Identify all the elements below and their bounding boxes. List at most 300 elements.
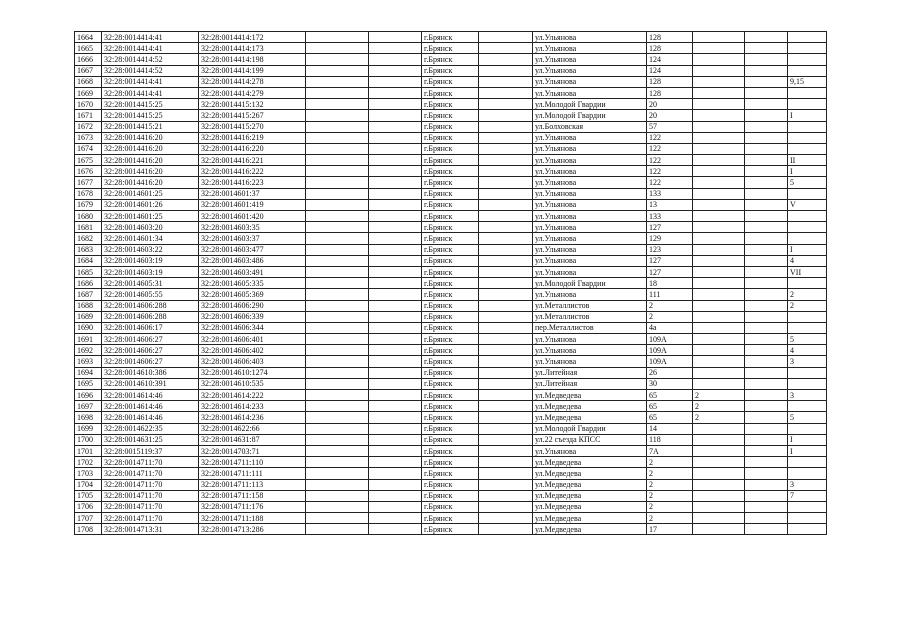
table-row bbox=[75, 143, 827, 154]
cell-building-number bbox=[693, 222, 745, 233]
cell-empty-column-1 bbox=[306, 121, 369, 132]
table-row bbox=[75, 155, 827, 166]
cell-parent-cadastral-number: 32:28:0014711:70 bbox=[102, 468, 199, 479]
cell-city: г.Брянск bbox=[422, 43, 479, 54]
cell-empty-column-2 bbox=[369, 390, 422, 401]
cell-street: ул.Ульянова bbox=[533, 222, 647, 233]
cell-building-number bbox=[693, 334, 745, 345]
table-row bbox=[75, 244, 827, 255]
cell-apartment-number bbox=[788, 65, 827, 76]
cell-empty-column-3 bbox=[479, 300, 533, 311]
cell-apartment-number: 2 bbox=[788, 300, 827, 311]
cell-street: ул.Ульянова bbox=[533, 445, 647, 456]
cell-apartment-number bbox=[788, 32, 827, 43]
cell-apartment-number: 7 bbox=[788, 490, 827, 501]
cell-apartment-number bbox=[788, 278, 827, 289]
cell-empty-column-3 bbox=[479, 65, 533, 76]
cell-apartment-number: I bbox=[788, 110, 827, 121]
cell-building-number bbox=[693, 367, 745, 378]
cell-apartment-number: I bbox=[788, 434, 827, 445]
cell-cadastral-number: 32:28:0014605:369 bbox=[199, 289, 306, 300]
cell-cadastral-number: 32:28:0014606:402 bbox=[199, 345, 306, 356]
cell-city: г.Брянск bbox=[422, 356, 479, 367]
cell-empty-column-3 bbox=[479, 390, 533, 401]
cell-cadastral-number: 32:28:0014603:486 bbox=[199, 255, 306, 266]
cell-empty-column-3 bbox=[479, 266, 533, 277]
cell-cadastral-number: 32:28:0014603:477 bbox=[199, 244, 306, 255]
cell-parent-cadastral-number: 32:28:0014610:391 bbox=[102, 378, 199, 389]
cell-parent-cadastral-number: 32:28:0014606:288 bbox=[102, 300, 199, 311]
cell-empty-column-2 bbox=[369, 479, 422, 490]
cell-row-number: 1690 bbox=[75, 322, 102, 333]
cell-cadastral-number: 32:28:0014711:111 bbox=[199, 468, 306, 479]
cell-street: ул.Медведева bbox=[533, 524, 647, 535]
cell-cadastral-number: 32:28:0014703:71 bbox=[199, 445, 306, 456]
cell-empty-column-3 bbox=[479, 490, 533, 501]
cell-cadastral-number: 32:28:0014415:270 bbox=[199, 121, 306, 132]
cell-city: г.Брянск bbox=[422, 76, 479, 87]
cell-cadastral-number: 32:28:0014605:335 bbox=[199, 278, 306, 289]
cell-building-number bbox=[693, 132, 745, 143]
cell-house-number: 2 bbox=[647, 479, 693, 490]
cell-parent-cadastral-number: 32:28:0015119:37 bbox=[102, 445, 199, 456]
table-row bbox=[75, 412, 827, 423]
cell-street: ул.Ульянова bbox=[533, 356, 647, 367]
cell-street: ул.Ульянова bbox=[533, 166, 647, 177]
cell-house-number: 2 bbox=[647, 468, 693, 479]
cell-empty-column-1 bbox=[306, 289, 369, 300]
cell-empty-column-2 bbox=[369, 121, 422, 132]
cell-empty-column-1 bbox=[306, 490, 369, 501]
cell-cadastral-number: 32:28:0014610:1274 bbox=[199, 367, 306, 378]
cell-building-number: 2 bbox=[693, 401, 745, 412]
cell-building-number bbox=[693, 479, 745, 490]
cell-building-number bbox=[693, 501, 745, 512]
cell-building-number bbox=[693, 87, 745, 98]
cell-empty-column-4 bbox=[745, 211, 788, 222]
cell-house-number: 122 bbox=[647, 166, 693, 177]
cell-parent-cadastral-number: 32:28:0014606:27 bbox=[102, 345, 199, 356]
cell-parent-cadastral-number: 32:28:0014631:25 bbox=[102, 434, 199, 445]
cell-row-number: 1673 bbox=[75, 132, 102, 143]
cell-row-number: 1705 bbox=[75, 490, 102, 501]
cell-city: г.Брянск bbox=[422, 177, 479, 188]
cell-street: ул.Литейная bbox=[533, 378, 647, 389]
cell-parent-cadastral-number: 32:28:0014416:20 bbox=[102, 143, 199, 154]
cell-house-number: 30 bbox=[647, 378, 693, 389]
cell-apartment-number: 5 bbox=[788, 334, 827, 345]
cell-building-number bbox=[693, 378, 745, 389]
cell-empty-column-4 bbox=[745, 501, 788, 512]
cell-empty-column-2 bbox=[369, 255, 422, 266]
cell-row-number: 1666 bbox=[75, 54, 102, 65]
table-row bbox=[75, 501, 827, 512]
cell-building-number bbox=[693, 445, 745, 456]
cell-parent-cadastral-number: 32:28:0014601:26 bbox=[102, 199, 199, 210]
cell-empty-column-3 bbox=[479, 76, 533, 87]
cell-cadastral-number: 32:28:0014416:221 bbox=[199, 155, 306, 166]
cell-house-number: 122 bbox=[647, 143, 693, 154]
cell-row-number: 1688 bbox=[75, 300, 102, 311]
cell-street: ул.Болховская bbox=[533, 121, 647, 132]
cell-apartment-number: I bbox=[788, 445, 827, 456]
cell-apartment-number: 2 bbox=[788, 289, 827, 300]
cell-street: ул.Ульянова bbox=[533, 266, 647, 277]
cell-parent-cadastral-number: 32:28:0014614:46 bbox=[102, 412, 199, 423]
cell-empty-column-3 bbox=[479, 345, 533, 356]
cell-cadastral-number: 32:28:0014622:66 bbox=[199, 423, 306, 434]
cell-street: ул.Ульянова bbox=[533, 32, 647, 43]
table-row bbox=[75, 289, 827, 300]
cell-row-number: 1708 bbox=[75, 524, 102, 535]
cell-building-number bbox=[693, 155, 745, 166]
cell-empty-column-4 bbox=[745, 356, 788, 367]
cell-city: г.Брянск bbox=[422, 334, 479, 345]
cell-street: пер.Металлистов bbox=[533, 322, 647, 333]
cell-building-number bbox=[693, 211, 745, 222]
cell-street: ул.Ульянова bbox=[533, 345, 647, 356]
cell-street: ул.Ульянова bbox=[533, 188, 647, 199]
cell-building-number bbox=[693, 266, 745, 277]
cell-empty-column-1 bbox=[306, 99, 369, 110]
cell-empty-column-2 bbox=[369, 177, 422, 188]
cell-empty-column-3 bbox=[479, 177, 533, 188]
cell-empty-column-2 bbox=[369, 188, 422, 199]
cell-cadastral-number: 32:28:0014601:419 bbox=[199, 199, 306, 210]
table-row bbox=[75, 445, 827, 456]
cell-apartment-number bbox=[788, 513, 827, 524]
table-row bbox=[75, 334, 827, 345]
cell-empty-column-2 bbox=[369, 166, 422, 177]
cell-empty-column-3 bbox=[479, 334, 533, 345]
cell-parent-cadastral-number: 32:28:0014416:20 bbox=[102, 177, 199, 188]
cell-street: ул.Ульянова bbox=[533, 177, 647, 188]
cell-empty-column-3 bbox=[479, 479, 533, 490]
cell-empty-column-3 bbox=[479, 356, 533, 367]
table-row bbox=[75, 76, 827, 87]
cell-street: ул.Молодой Гвардии bbox=[533, 110, 647, 121]
cell-city: г.Брянск bbox=[422, 289, 479, 300]
cell-city: г.Брянск bbox=[422, 524, 479, 535]
cell-city: г.Брянск bbox=[422, 434, 479, 445]
table-row bbox=[75, 99, 827, 110]
cell-empty-column-2 bbox=[369, 434, 422, 445]
cell-city: г.Брянск bbox=[422, 378, 479, 389]
cell-empty-column-1 bbox=[306, 54, 369, 65]
cell-house-number: 65 bbox=[647, 390, 693, 401]
cell-street: ул.Медведева bbox=[533, 501, 647, 512]
cell-building-number: 2 bbox=[693, 390, 745, 401]
cell-empty-column-2 bbox=[369, 32, 422, 43]
cell-cadastral-number: 32:28:0014631:87 bbox=[199, 434, 306, 445]
table-row bbox=[75, 490, 827, 501]
cell-parent-cadastral-number: 32:28:0014605:31 bbox=[102, 278, 199, 289]
cell-building-number bbox=[693, 188, 745, 199]
cell-empty-column-4 bbox=[745, 434, 788, 445]
cell-empty-column-1 bbox=[306, 445, 369, 456]
cell-empty-column-4 bbox=[745, 32, 788, 43]
cell-empty-column-3 bbox=[479, 322, 533, 333]
cell-parent-cadastral-number: 32:28:0014416:20 bbox=[102, 132, 199, 143]
cell-empty-column-4 bbox=[745, 468, 788, 479]
cell-empty-column-4 bbox=[745, 255, 788, 266]
cell-street: ул.Медведева bbox=[533, 390, 647, 401]
cell-apartment-number: 5 bbox=[788, 412, 827, 423]
cell-apartment-number bbox=[788, 233, 827, 244]
cell-row-number: 1704 bbox=[75, 479, 102, 490]
cell-cadastral-number: 32:28:0014614:233 bbox=[199, 401, 306, 412]
cell-row-number: 1694 bbox=[75, 367, 102, 378]
cell-street: ул.Ульянова bbox=[533, 233, 647, 244]
cell-parent-cadastral-number: 32:28:0014415:21 bbox=[102, 121, 199, 132]
cell-apartment-number bbox=[788, 401, 827, 412]
cell-house-number: 14 bbox=[647, 423, 693, 434]
cell-empty-column-2 bbox=[369, 367, 422, 378]
cell-cadastral-number: 32:28:0014415:267 bbox=[199, 110, 306, 121]
cell-cadastral-number: 32:28:0014414:173 bbox=[199, 43, 306, 54]
cell-empty-column-4 bbox=[745, 155, 788, 166]
cell-apartment-number: II bbox=[788, 155, 827, 166]
cell-building-number bbox=[693, 76, 745, 87]
cell-building-number bbox=[693, 278, 745, 289]
cell-row-number: 1703 bbox=[75, 468, 102, 479]
cell-building-number bbox=[693, 233, 745, 244]
cell-apartment-number bbox=[788, 468, 827, 479]
cell-empty-column-4 bbox=[745, 479, 788, 490]
cell-row-number: 1702 bbox=[75, 457, 102, 468]
cell-parent-cadastral-number: 32:28:0014601:25 bbox=[102, 188, 199, 199]
cell-empty-column-2 bbox=[369, 457, 422, 468]
cell-city: г.Брянск bbox=[422, 501, 479, 512]
cell-empty-column-4 bbox=[745, 412, 788, 423]
cell-empty-column-3 bbox=[479, 132, 533, 143]
cell-house-number: 57 bbox=[647, 121, 693, 132]
table-row bbox=[75, 356, 827, 367]
cell-city: г.Брянск bbox=[422, 244, 479, 255]
cell-empty-column-3 bbox=[479, 311, 533, 322]
cell-street: ул.Молодой Гвардии bbox=[533, 423, 647, 434]
cell-empty-column-4 bbox=[745, 188, 788, 199]
cell-empty-column-2 bbox=[369, 322, 422, 333]
cell-empty-column-4 bbox=[745, 76, 788, 87]
cell-apartment-number: I bbox=[788, 244, 827, 255]
table-row bbox=[75, 278, 827, 289]
cell-row-number: 1684 bbox=[75, 255, 102, 266]
table-row bbox=[75, 188, 827, 199]
cell-row-number: 1692 bbox=[75, 345, 102, 356]
cell-row-number: 1693 bbox=[75, 356, 102, 367]
table-row bbox=[75, 345, 827, 356]
cell-empty-column-3 bbox=[479, 412, 533, 423]
cell-parent-cadastral-number: 32:28:0014603:19 bbox=[102, 255, 199, 266]
cell-street: ул.Ульянова bbox=[533, 43, 647, 54]
table-row bbox=[75, 479, 827, 490]
cell-house-number: 109А bbox=[647, 345, 693, 356]
cell-empty-column-2 bbox=[369, 378, 422, 389]
cell-cadastral-number: 32:28:0014606:401 bbox=[199, 334, 306, 345]
cell-empty-column-4 bbox=[745, 54, 788, 65]
cell-empty-column-1 bbox=[306, 32, 369, 43]
cell-house-number: 17 bbox=[647, 524, 693, 535]
cell-empty-column-1 bbox=[306, 266, 369, 277]
cell-house-number: 2 bbox=[647, 311, 693, 322]
cell-street: ул.Ульянова bbox=[533, 244, 647, 255]
cell-cadastral-number: 32:28:0014414:278 bbox=[199, 76, 306, 87]
cell-empty-column-4 bbox=[745, 300, 788, 311]
cell-street: ул.Медведева bbox=[533, 401, 647, 412]
cell-empty-column-4 bbox=[745, 423, 788, 434]
cell-building-number bbox=[693, 311, 745, 322]
cell-city: г.Брянск bbox=[422, 99, 479, 110]
cell-empty-column-3 bbox=[479, 43, 533, 54]
cell-apartment-number bbox=[788, 54, 827, 65]
cell-street: ул.Ульянова bbox=[533, 87, 647, 98]
cell-building-number bbox=[693, 457, 745, 468]
table-row bbox=[75, 43, 827, 54]
cell-parent-cadastral-number: 32:28:0014614:46 bbox=[102, 390, 199, 401]
table-row bbox=[75, 87, 827, 98]
table-row bbox=[75, 513, 827, 524]
cell-cadastral-number: 32:28:0014415:132 bbox=[199, 99, 306, 110]
cell-row-number: 1682 bbox=[75, 233, 102, 244]
cell-empty-column-2 bbox=[369, 468, 422, 479]
cell-building-number bbox=[693, 43, 745, 54]
cell-empty-column-3 bbox=[479, 289, 533, 300]
cell-building-number bbox=[693, 199, 745, 210]
cell-city: г.Брянск bbox=[422, 345, 479, 356]
cell-empty-column-3 bbox=[479, 32, 533, 43]
cell-city: г.Брянск bbox=[422, 390, 479, 401]
cell-parent-cadastral-number: 32:28:0014606:17 bbox=[102, 322, 199, 333]
table-row bbox=[75, 300, 827, 311]
cell-empty-column-2 bbox=[369, 345, 422, 356]
cell-parent-cadastral-number: 32:28:0014416:20 bbox=[102, 155, 199, 166]
cell-empty-column-4 bbox=[745, 244, 788, 255]
cell-house-number: 13 bbox=[647, 199, 693, 210]
cell-empty-column-1 bbox=[306, 188, 369, 199]
cell-apartment-number: 4 bbox=[788, 345, 827, 356]
cell-empty-column-4 bbox=[745, 457, 788, 468]
cell-empty-column-1 bbox=[306, 199, 369, 210]
cell-empty-column-2 bbox=[369, 513, 422, 524]
cell-apartment-number bbox=[788, 132, 827, 143]
cell-house-number: 20 bbox=[647, 99, 693, 110]
table-row bbox=[75, 367, 827, 378]
cell-empty-column-1 bbox=[306, 334, 369, 345]
cell-empty-column-4 bbox=[745, 289, 788, 300]
cell-empty-column-1 bbox=[306, 367, 369, 378]
cell-street: ул.22 съезда КПСС bbox=[533, 434, 647, 445]
cell-street: ул.Металлистов bbox=[533, 300, 647, 311]
cell-parent-cadastral-number: 32:28:0014414:41 bbox=[102, 87, 199, 98]
cell-apartment-number bbox=[788, 423, 827, 434]
table-row bbox=[75, 54, 827, 65]
table-row bbox=[75, 110, 827, 121]
cell-house-number: 20 bbox=[647, 110, 693, 121]
cell-empty-column-1 bbox=[306, 155, 369, 166]
cell-empty-column-3 bbox=[479, 367, 533, 378]
table-row bbox=[75, 311, 827, 322]
cell-house-number: 129 bbox=[647, 233, 693, 244]
cell-parent-cadastral-number: 32:28:0014603:20 bbox=[102, 222, 199, 233]
cell-row-number: 1701 bbox=[75, 445, 102, 456]
cell-building-number bbox=[693, 289, 745, 300]
cell-street: ул.Медведева bbox=[533, 513, 647, 524]
cell-cadastral-number: 32:28:0014414:199 bbox=[199, 65, 306, 76]
cell-cadastral-number: 32:28:0014414:198 bbox=[199, 54, 306, 65]
cell-row-number: 1698 bbox=[75, 412, 102, 423]
cell-house-number: 2 bbox=[647, 490, 693, 501]
cell-empty-column-3 bbox=[479, 166, 533, 177]
cell-row-number: 1689 bbox=[75, 311, 102, 322]
cell-empty-column-1 bbox=[306, 513, 369, 524]
table-row bbox=[75, 65, 827, 76]
cell-empty-column-2 bbox=[369, 132, 422, 143]
cell-empty-column-1 bbox=[306, 311, 369, 322]
cell-city: г.Брянск bbox=[422, 199, 479, 210]
cell-city: г.Брянск bbox=[422, 468, 479, 479]
cell-city: г.Брянск bbox=[422, 322, 479, 333]
cell-city: г.Брянск bbox=[422, 490, 479, 501]
cell-row-number: 1671 bbox=[75, 110, 102, 121]
cell-building-number bbox=[693, 300, 745, 311]
cell-street: ул.Молодой Гвардии bbox=[533, 99, 647, 110]
cell-building-number bbox=[693, 177, 745, 188]
cell-house-number: 133 bbox=[647, 188, 693, 199]
cell-city: г.Брянск bbox=[422, 278, 479, 289]
cell-empty-column-2 bbox=[369, 334, 422, 345]
cell-empty-column-3 bbox=[479, 99, 533, 110]
cell-empty-column-4 bbox=[745, 311, 788, 322]
cell-street: ул.Металлистов bbox=[533, 311, 647, 322]
cell-empty-column-4 bbox=[745, 166, 788, 177]
cell-street: ул.Медведева bbox=[533, 479, 647, 490]
cell-building-number bbox=[693, 423, 745, 434]
cell-cadastral-number: 32:28:0014606:290 bbox=[199, 300, 306, 311]
cell-empty-column-3 bbox=[479, 211, 533, 222]
cell-apartment-number: 3 bbox=[788, 356, 827, 367]
cell-parent-cadastral-number: 32:28:0014603:22 bbox=[102, 244, 199, 255]
cell-cadastral-number: 32:28:0014414:172 bbox=[199, 32, 306, 43]
table-row bbox=[75, 423, 827, 434]
cell-empty-column-1 bbox=[306, 233, 369, 244]
table-row bbox=[75, 468, 827, 479]
cell-empty-column-1 bbox=[306, 76, 369, 87]
cell-empty-column-1 bbox=[306, 378, 369, 389]
cell-empty-column-3 bbox=[479, 468, 533, 479]
cell-empty-column-3 bbox=[479, 244, 533, 255]
cell-street: ул.Медведева bbox=[533, 412, 647, 423]
cell-row-number: 1699 bbox=[75, 423, 102, 434]
cell-row-number: 1695 bbox=[75, 378, 102, 389]
cell-empty-column-4 bbox=[745, 524, 788, 535]
cell-empty-column-2 bbox=[369, 99, 422, 110]
cell-cadastral-number: 32:28:0014711:158 bbox=[199, 490, 306, 501]
cell-cadastral-number: 32:28:0014414:279 bbox=[199, 87, 306, 98]
cell-empty-column-2 bbox=[369, 423, 422, 434]
cell-empty-column-1 bbox=[306, 143, 369, 154]
cell-parent-cadastral-number: 32:28:0014606:27 bbox=[102, 334, 199, 345]
cell-empty-column-2 bbox=[369, 76, 422, 87]
cell-empty-column-4 bbox=[745, 143, 788, 154]
cell-city: г.Брянск bbox=[422, 479, 479, 490]
cell-empty-column-1 bbox=[306, 401, 369, 412]
cell-empty-column-1 bbox=[306, 110, 369, 121]
cell-empty-column-1 bbox=[306, 132, 369, 143]
cell-city: г.Брянск bbox=[422, 457, 479, 468]
cell-apartment-number bbox=[788, 457, 827, 468]
cell-cadastral-number: 32:28:0014603:491 bbox=[199, 266, 306, 277]
